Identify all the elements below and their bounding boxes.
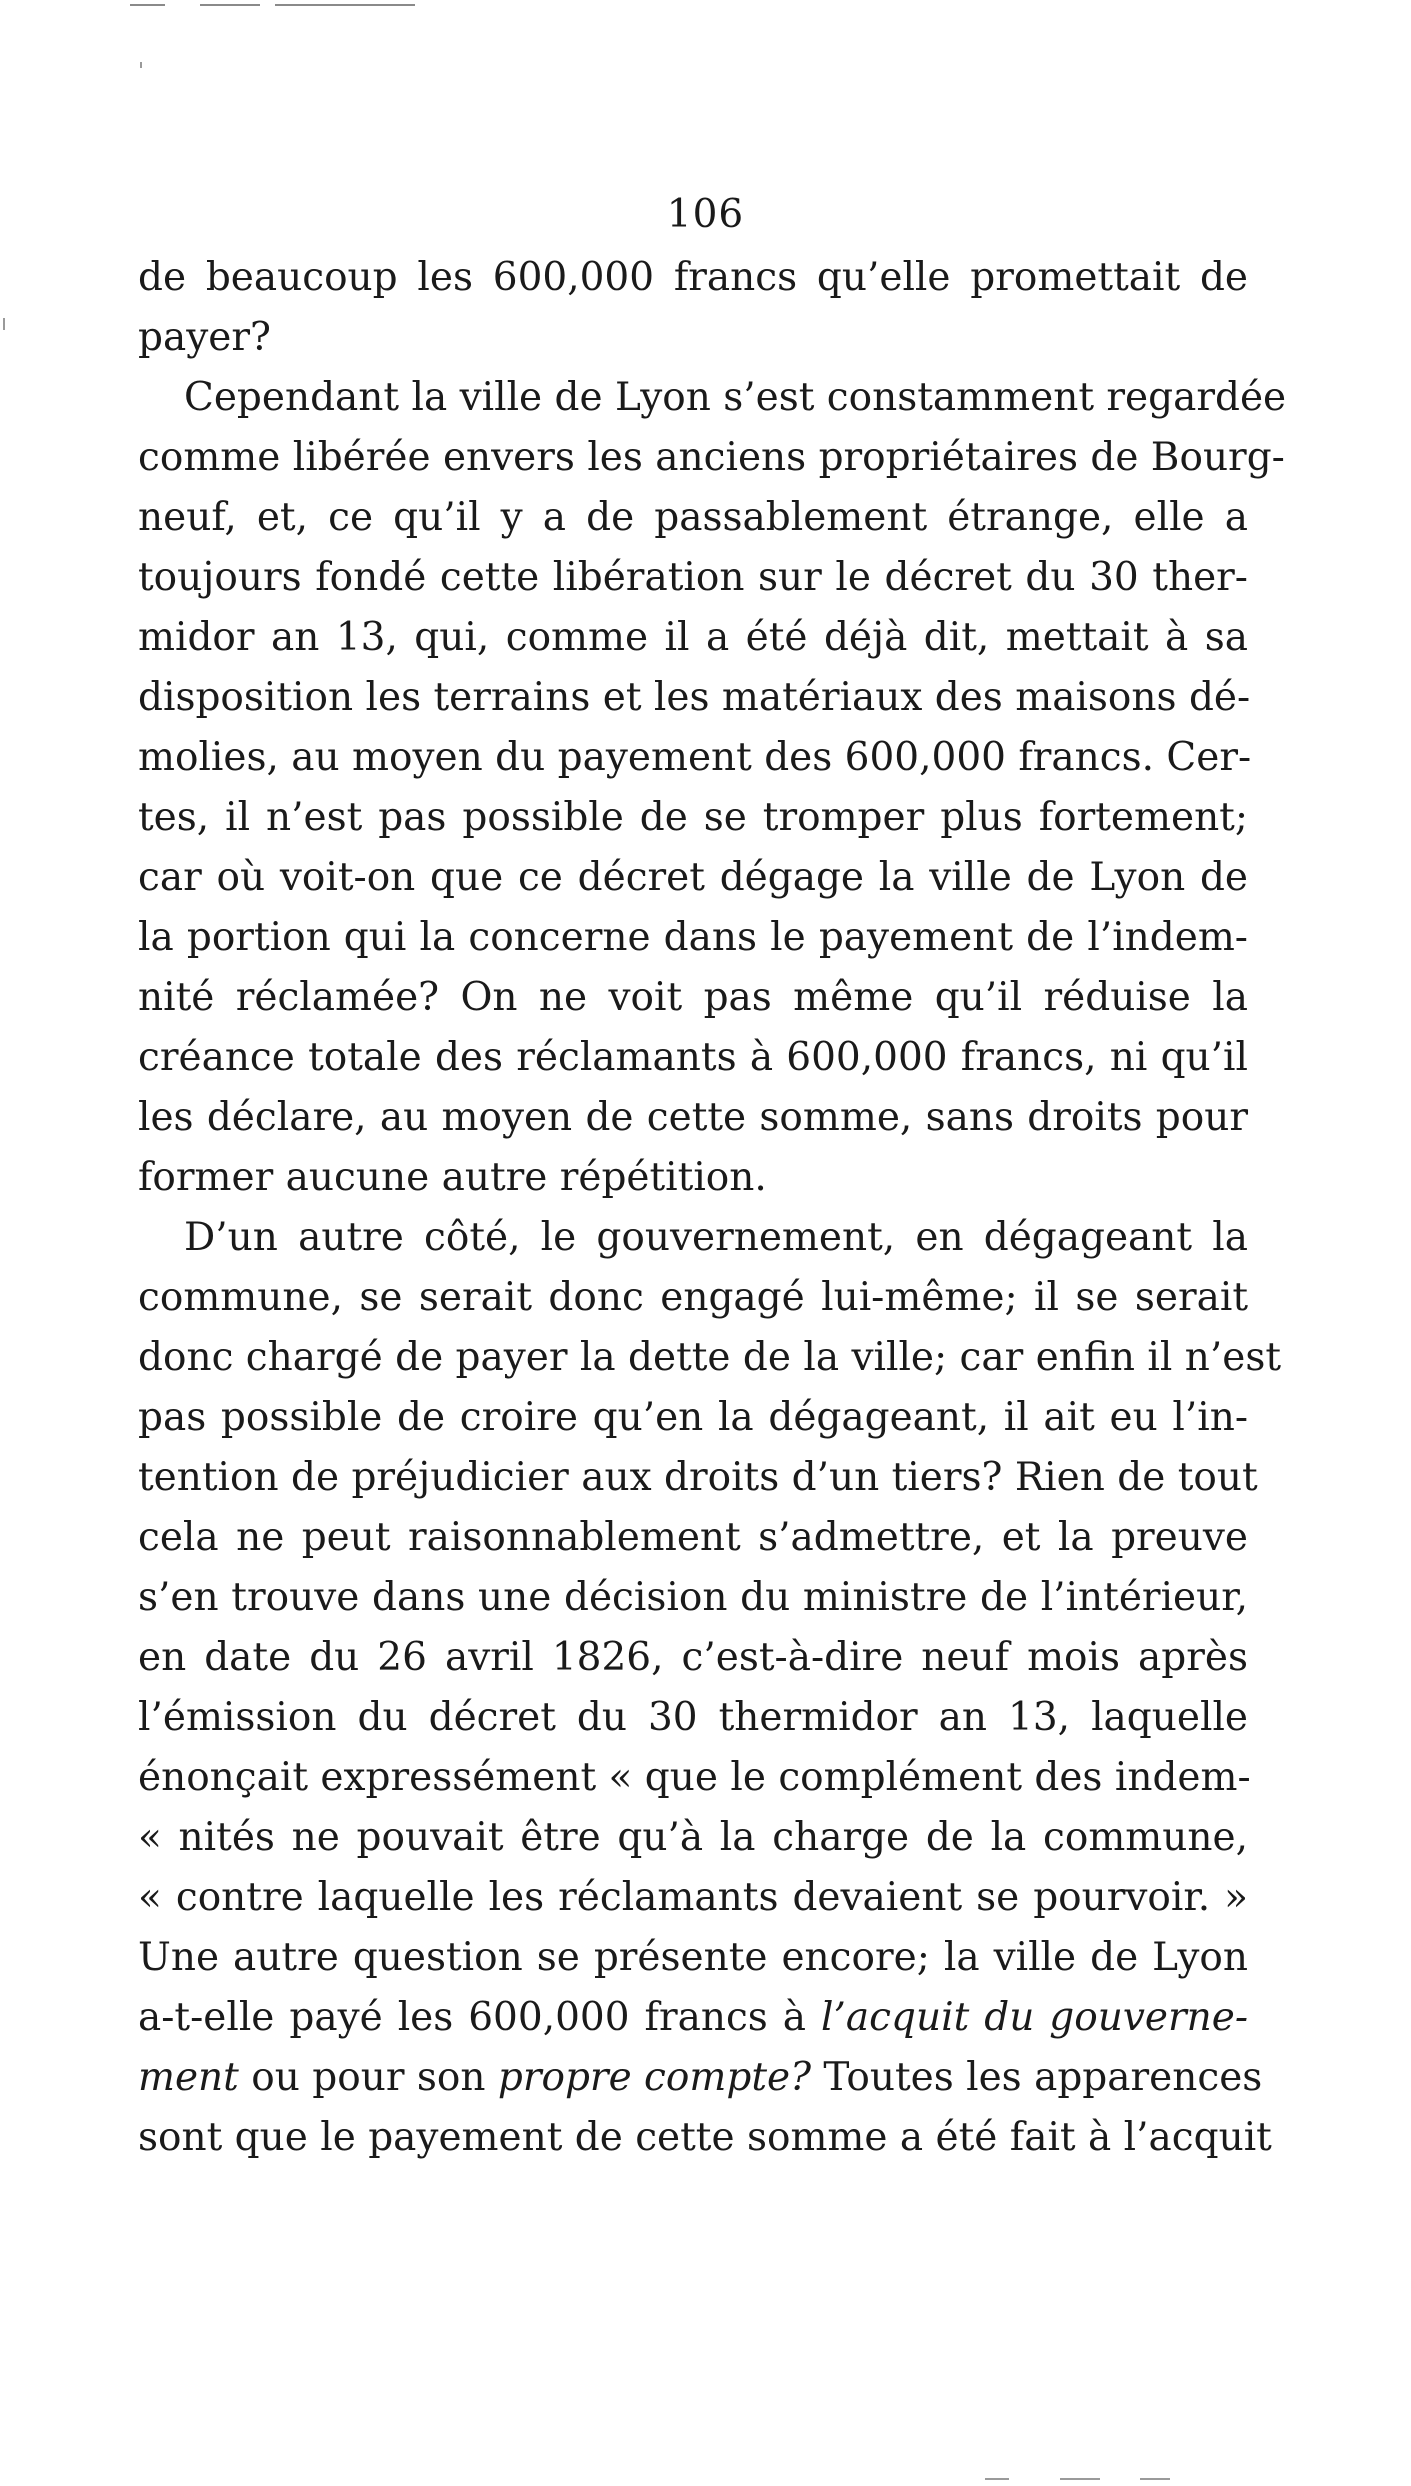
top-rule-right: [275, 4, 415, 6]
top-rule-left: [130, 4, 165, 6]
italic-text: ment: [138, 2055, 239, 2100]
text-line: les déclare, au moyen de cette somme, sans droits pour: [138, 1095, 1248, 1140]
text-line: disposition les terrains et les matériaux des maisons dé-: [138, 675, 1251, 720]
text-line: neuf, et, ce qu’il y a de passablement étrange, elle a: [138, 495, 1248, 540]
text-line: comme libérée envers les anciens propriétaires de Bourg-: [138, 435, 1285, 480]
text-line: pas possible de croire qu’en la dégageant, il ait eu l’in-: [138, 1395, 1248, 1440]
text-line: Cependant la ville de Lyon s’est constamment regardée: [184, 375, 1287, 420]
scan-speck: [1140, 2478, 1170, 2480]
text-line: a-t-elle payé les 600,000 francs à l’acquit du gouverne-: [138, 1995, 1248, 2040]
text-line: donc chargé de payer la dette de la ville; car enfin il n’est: [138, 1335, 1282, 1380]
italic-text: propre compte?: [497, 2055, 811, 2100]
text-line: payer?: [138, 315, 271, 360]
text-line: commune, se serait donc engagé lui-même; il se serait: [138, 1275, 1248, 1320]
text-line: l’émission du décret du 30 thermidor an 13, laquelle: [138, 1695, 1248, 1740]
scan-speck: [3, 318, 5, 330]
text-line: s’en trouve dans une décision du ministre de l’intérieur,: [138, 1575, 1248, 1620]
text-line: créance totale des réclamants à 600,000 francs, ni qu’il: [138, 1035, 1248, 1080]
scan-speck: [1060, 2478, 1100, 2480]
body-text: [138, 248, 1287, 2168]
text-line: D’un autre côté, le gouvernement, en dégageant la: [184, 1215, 1248, 1260]
top-rule-middle: [200, 4, 260, 6]
page-number: 106: [666, 192, 745, 237]
text-line: toujours fondé cette libération sur le décret du 30 ther-: [138, 555, 1248, 600]
text-line: sont que le payement de cette somme a été fait à l’acquit: [138, 2115, 1272, 2160]
text-line: « nités ne pouvait être qu’à la charge de la commune,: [138, 1815, 1248, 1860]
text-line: nité réclamée? On ne voit pas même qu’il réduise la: [138, 975, 1248, 1020]
text-line: de beaucoup les 600,000 francs qu’elle promettait de: [138, 255, 1248, 300]
italic-text: l’acquit du gouverne-: [821, 1995, 1248, 2040]
text-line: cela ne peut raisonnablement s’admettre, et la preuve: [138, 1515, 1248, 1560]
scan-speck: [985, 2478, 1009, 2480]
text-line: en date du 26 avril 1826, c’est-à-dire neuf mois après: [138, 1635, 1248, 1680]
text-line: molies, au moyen du payement des 600,000 francs. Cer-: [138, 735, 1252, 780]
text-line: Une autre question se présente encore; la ville de Lyon: [138, 1935, 1248, 1980]
text-line: tention de préjudicier aux droits d’un tiers? Rien de tout: [138, 1455, 1258, 1500]
text-line: ment ou pour son propre compte? Toutes les apparences: [138, 2055, 1263, 2100]
scan-speck: [140, 62, 142, 68]
text-line: tes, il n’est pas possible de se tromper plus fortement;: [138, 795, 1248, 840]
text-line: midor an 13, qui, comme il a été déjà dit, mettait à sa: [138, 615, 1248, 660]
text-line: former aucune autre répétition.: [138, 1155, 767, 1200]
text-line: « contre laquelle les réclamants devaient se pourvoir. »: [138, 1875, 1248, 1920]
text-line: la portion qui la concerne dans le payement de l’indem-: [138, 915, 1248, 960]
text-line: car où voit-on que ce décret dégage la ville de Lyon de: [138, 855, 1248, 900]
text-line: énonçait expressément « que le complément des indem-: [138, 1755, 1251, 1800]
